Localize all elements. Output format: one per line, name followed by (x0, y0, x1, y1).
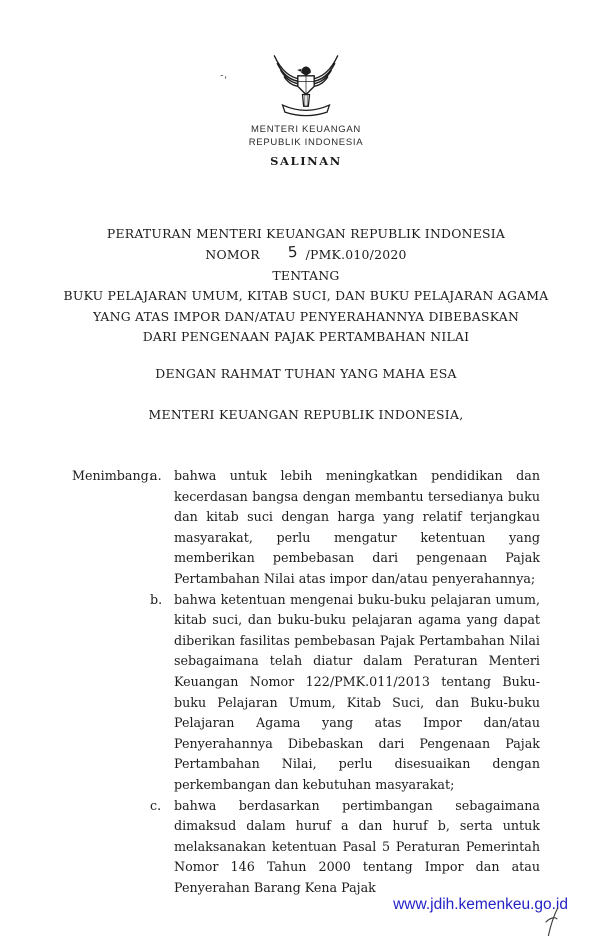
regulation-title-line: PERATURAN MENTERI KEUANGAN REPUBLIK INDONESIA (106, 226, 506, 241)
consideration-letter-b: b. (150, 591, 163, 607)
handwritten-regulation-number: 5 (287, 243, 299, 262)
jdih-kemenkeu-link[interactable]: www.jdih.kemenkeu.go.id (393, 896, 568, 913)
regulation-number-line (36, 244, 576, 265)
ministry-name-line1: MENTERI KEUANGAN (251, 124, 361, 135)
invocation-line: DENGAN RAHMAT TUHAN YANG MAHA ESA (155, 366, 457, 381)
consideration-letter-a: a. (150, 468, 162, 483)
consideration-letter-c: c. (150, 797, 162, 813)
consideration-text-b: bahwa ketentuan mengenai buku-buku pelajaran umum, kitab suci, dan buku-buku pelajaran agama yang dapat diberikan fasilitas pembebasan Pajak Pertambahan Nilai sebagaimana telah diatur dalam Peraturan Menteri Keuangan Nomor 122/PMK.011/2013 tentang Buku-buku Pelajaran Umum, Kitab Suci, dan Buku-buku Pelajaran Agama yang atas Impor dan/atau Penyerahannya Dibebaskan dari Pengenaan Pajak Pertambahan Nilai, perlu disesuaikan dengan perkembangan dan kebutuhan masyarakat; (174, 591, 540, 792)
garuda-pancasila-icon (265, 48, 347, 120)
stray-pen-mark: -, (218, 69, 228, 82)
subject-line1: BUKU PELAJARAN UMUM, KITAB SUCI, DAN BUKU PELAJARAN AGAMA (63, 288, 549, 304)
salinan-label: SALINAN (270, 154, 342, 168)
tentang-label: TENTANG (272, 267, 340, 283)
subject-line2: YANG ATAS IMPOR DAN/ATAU PENYERAHANNYA DIBEBASKAN (92, 308, 520, 324)
consideration-item-a (72, 466, 540, 590)
subject-line3: DARI PENGENAAN PAJAK PERTAMBAHAN NILAI (142, 329, 470, 345)
considerations-section (72, 466, 540, 898)
consideration-item-b (72, 590, 540, 796)
menimbang-label: Menimbang: (72, 468, 154, 483)
nomor-label: NOMOR (205, 247, 260, 263)
ministry-name-line2: REPUBLIK INDONESIA (248, 136, 364, 148)
letterhead (0, 48, 612, 168)
regulation-title-block (36, 224, 576, 347)
handwritten-paraf-icon (542, 906, 564, 936)
consideration-item-c (72, 796, 540, 899)
consideration-text-c: bahwa berdasarkan pertimbangan sebagaimana dimaksud dalam huruf a dan huruf b, serta untuk melaksanakan ketentuan Pasal 5 Peraturan Pemerintah Nomor 146 Tahun 2000 tentang Impor dan atau Penyerahan Barang Kena Pajak (174, 797, 540, 895)
authority-line: MENTERI KEUANGAN REPUBLIK INDONESIA, (148, 407, 464, 422)
consideration-text-a: bahwa untuk lebih meningkatkan pendidikan dan kecerdasan bangsa dengan membantu tersedianya buku dan kitab suci dengan harga yang relatif terjangkau masyarakat, perlu mengatur ketentuan yang memberikan pembebasan dari pengenaan Pajak Pertambahan Nilai atas impor dan/atau penyerahannya; (174, 468, 540, 586)
nomor-suffix: /PMK.010/2020 (305, 247, 407, 263)
